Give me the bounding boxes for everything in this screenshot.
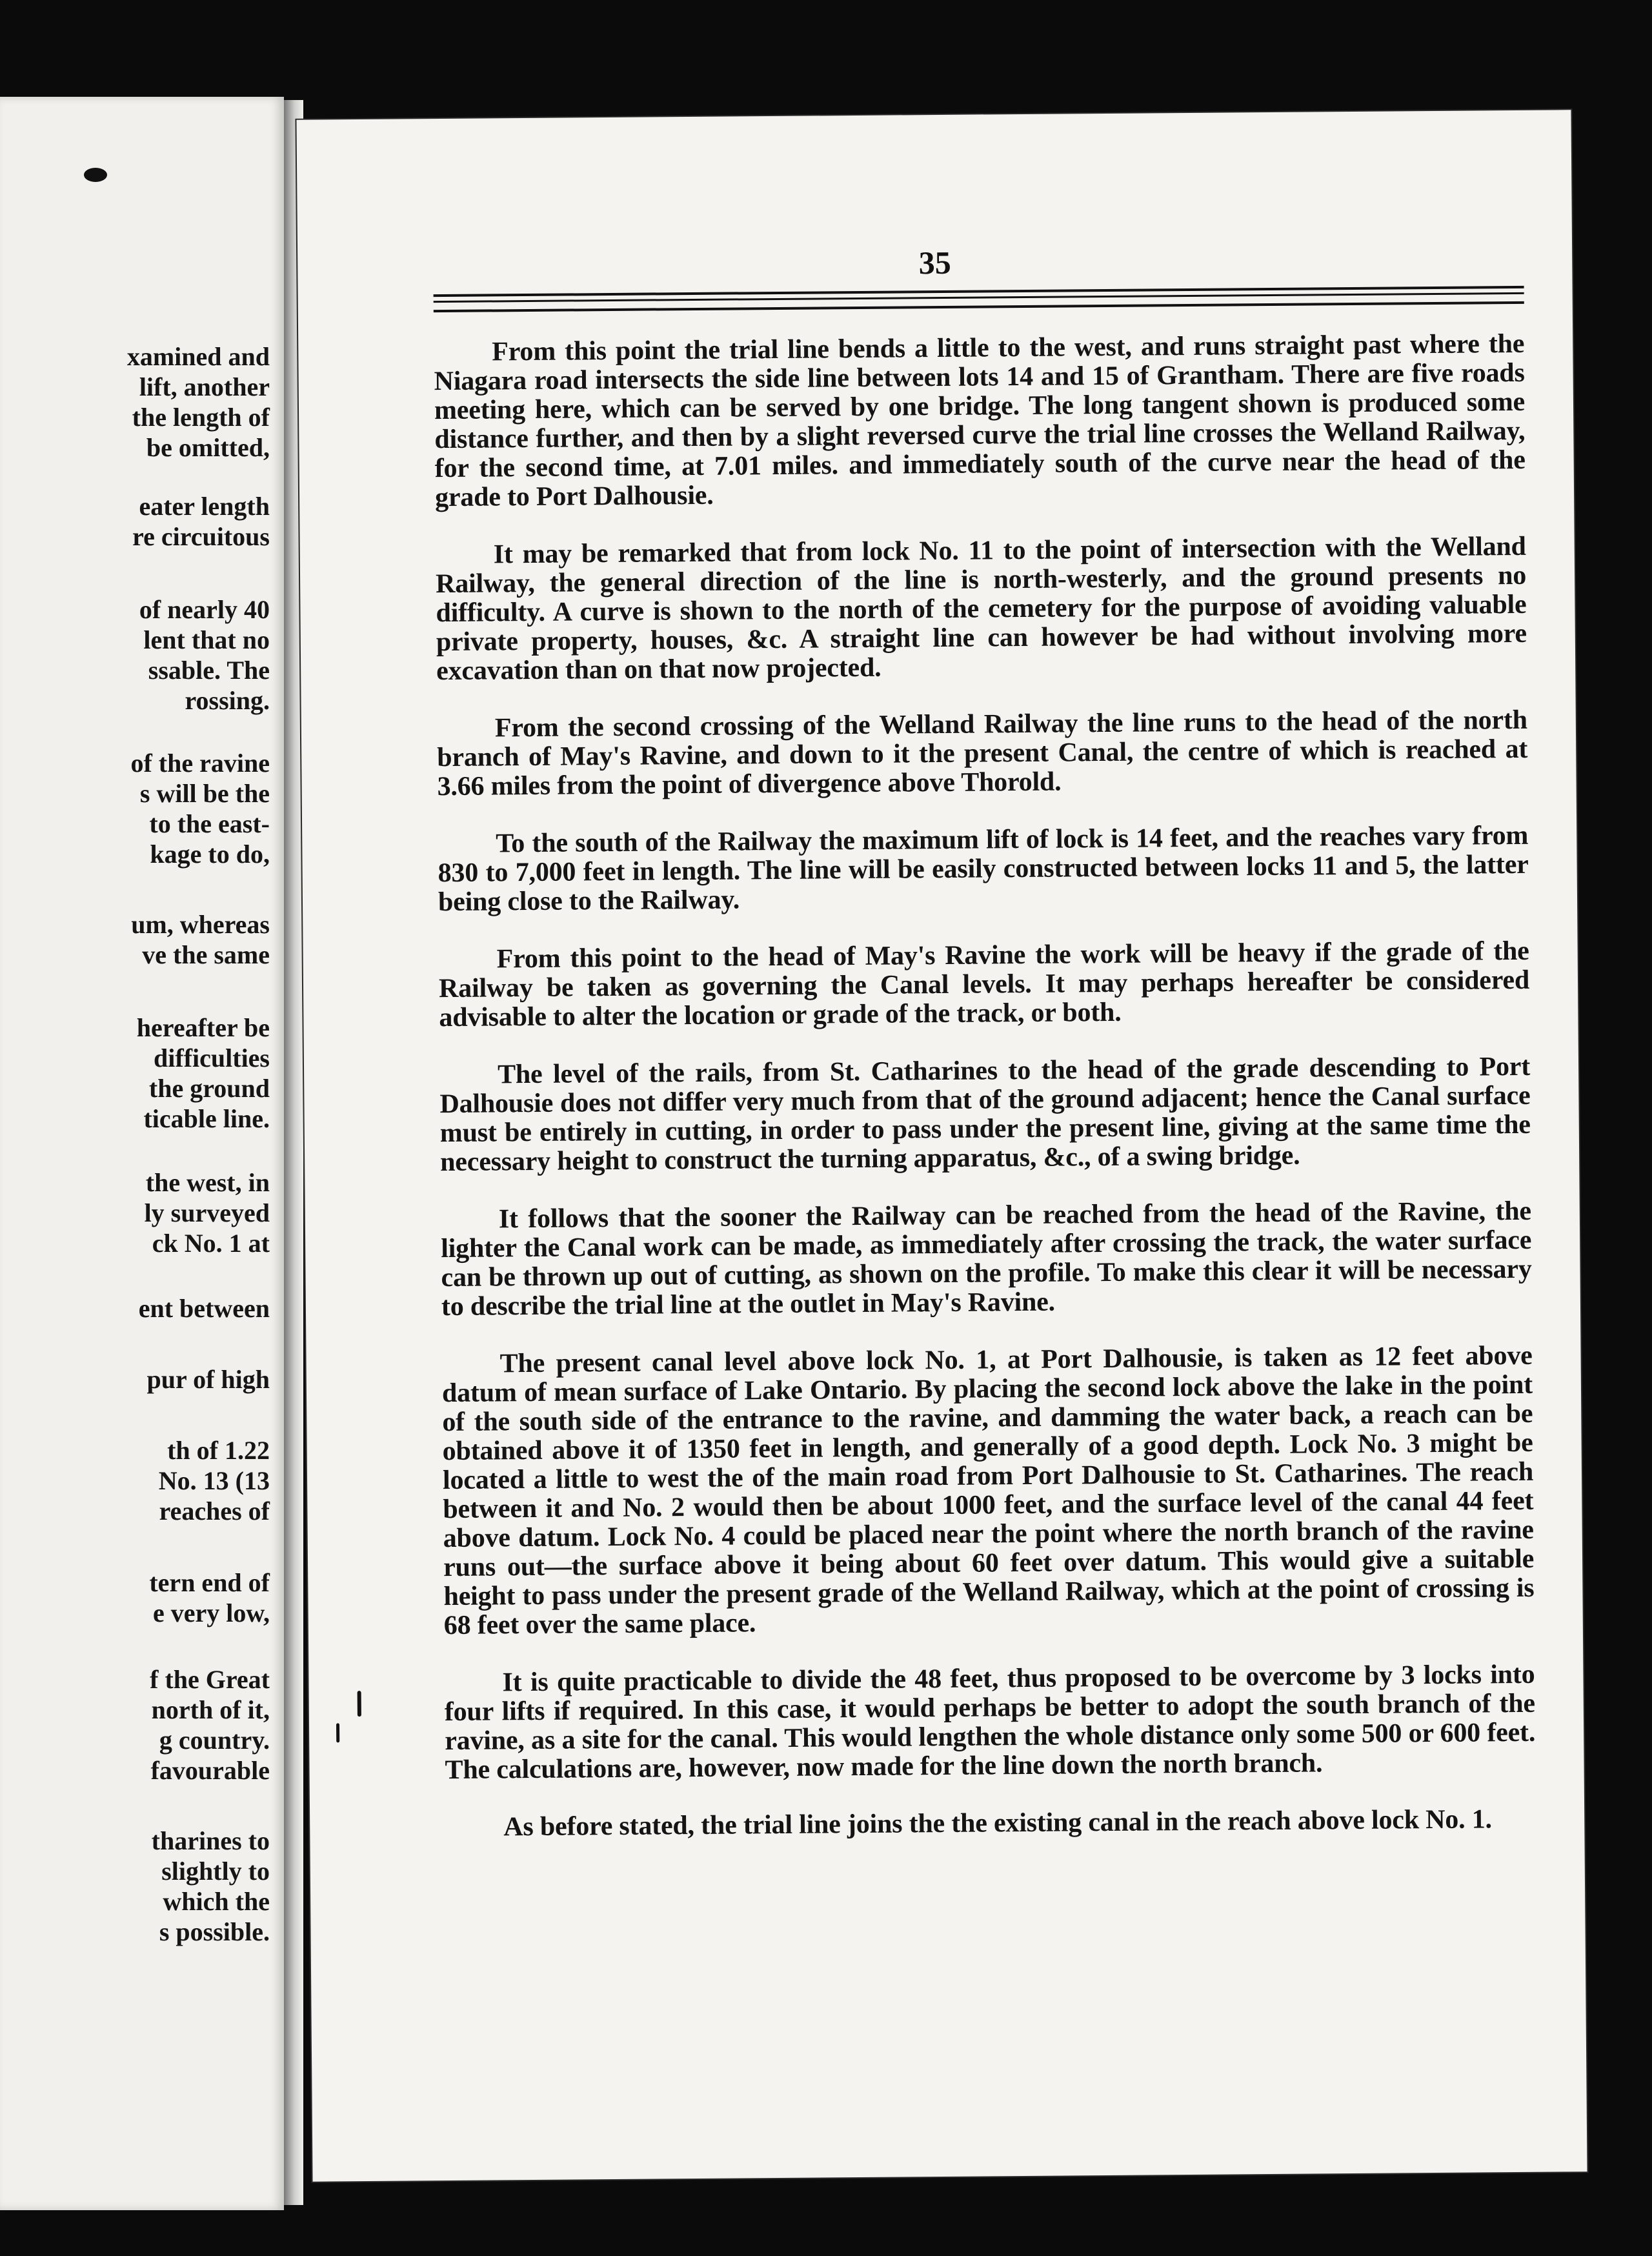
left-page-fragment: eater length [139, 492, 270, 521]
left-page-fragment: tharines to [151, 1826, 270, 1855]
left-page-fragment: ly surveyed [144, 1198, 270, 1227]
paragraph: The level of the rails, from St. Catharines to the head of the grade descending to Port Dalhousie does not differ very much from that of the ground adjacent; hence the Canal surface must be entirely in cutting, in order to pass under the present line, giving at the same time the necessary height to construct the turning apparatus, &c., of a swing bridge. [439, 1051, 1531, 1178]
left-page-fragment: the length of [132, 403, 270, 432]
left-page-fragment: the west, in [145, 1168, 270, 1197]
paragraph: It may be remarked that from lock No. 11 to the point of intersection with the Welland Railway, the general direction of the line is north-westerly, and the ground presents no difficulty. A curve is shown to the north of the cemetery for the purpose of avoiding valuable private property, houses, &c. A straight line can however be had without involving more excavation than on that now projected. [435, 531, 1527, 687]
margin-mark [358, 1691, 361, 1717]
left-page-fragment: th of 1.22 [167, 1436, 270, 1465]
left-page-fragment: lift, another [139, 372, 270, 401]
left-page-fragment: f the Great [150, 1665, 270, 1694]
left-page-fragment: tern end of [149, 1568, 270, 1597]
paragraph: As before stated, the trial line joins the the existing canal in the reach above lock No. 1. [503, 1804, 1493, 1842]
ink-blot [84, 168, 107, 182]
left-page-fragment: ve the same [142, 940, 270, 969]
header-rule [434, 286, 1524, 312]
left-page-fragment: No. 13 (13 [158, 1466, 270, 1495]
paragraph: It is quite practicable to divide the 48 feet, thus proposed to be overcome by 3 locks into four lifts if required. In this case, it would perhaps be better to adopt the south branch of the ravine, as a site for the canal. This would lengthen the whole distance only some 500 or 600 feet. The calculations are, however, now made for the line down the north branch. [444, 1659, 1536, 1786]
left-page-fragment: xamined and [126, 342, 270, 371]
paragraph: From this point to the head of May's Ravine the work will be heavy if the grade of the Railway be taken as governing the Canal levels. It may perhaps hereafter be considered advisable to alter the location or grade of the track, or both. [438, 936, 1530, 1033]
left-page-fragment: pur of high [146, 1365, 270, 1394]
left-page-fragment: favourable [150, 1756, 270, 1785]
left-page-fragment: slightly to [161, 1857, 270, 1886]
left-page-fragment: kage to do, [150, 840, 270, 869]
paragraph: The present canal level above lock No. 1, at Port Dalhousie, is taken as 12 feet above datum of mean surface of Lake Ontario. By placing the second lock above the lake in the point of the south side of the entrance to the ravine, and damming the water back, a reach can be obtained above it of 1350 feet in length, and generally of a good depth. Lock No. 3 might be located a little to west the of the main road from Port Dalhousie to St. Catharines. The reach between it and No. 2 would then be about 1000 feet, and the surface level of the canal 44 feet above datum. Lock No. 4 could be placed near the point where the north branch of the ravine runs out—the surface above it being about 60 feet over datum. This would give a suitable height to pass under the present grade of the Welland Railway, which at the point of crossing is 68 feet over the same place. [441, 1340, 1535, 1641]
paragraph: From the second crossing of the Welland Railway the line runs to the head of the north branch of May's Ravine, and down to it the present Canal, the centre of which is reached at 3.66 miles from the point of divergence above Thorold. [437, 705, 1528, 802]
right-page [296, 110, 1587, 2181]
left-page-fragment: rossing. [185, 686, 270, 715]
left-page-fragment: hereafter be [136, 1013, 270, 1042]
left-page-fragment: of nearly 40 [139, 595, 270, 624]
left-page-fragment: which the [163, 1887, 270, 1916]
margin-mark [336, 1723, 339, 1742]
page-number: 35 [918, 244, 951, 281]
left-page-fragment: g country. [159, 1726, 270, 1755]
paragraph: To the south of the Railway the maximum lift of lock is 14 feet, and the reaches vary from 830 to 7,000 feet in length. The line will be easily constructed between locks 11 and 5, the latter being close to the Railway. [438, 820, 1529, 918]
left-page-fragment: e very low, [152, 1598, 270, 1627]
left-page-fragment: re circuitous [132, 522, 270, 551]
body-text [434, 330, 1536, 1871]
left-page-fragment: the ground [148, 1074, 270, 1103]
left-page-fragment: s will be the [139, 779, 270, 808]
left-page-fragment: north of it, [151, 1695, 270, 1724]
left-page-fragment: ssable. The [148, 656, 270, 685]
left-page-fragment: difficulties [154, 1043, 270, 1073]
left-page-fragment: lent that no [143, 625, 270, 654]
left-page-fragment: ck No. 1 at [152, 1229, 270, 1258]
left-page-fragment: reaches of [159, 1496, 270, 1526]
paragraph: It follows that the sooner the Railway can be reached from the head of the Ravine, the lighter the Canal work can be made, as immediately after crossing the track, the water surface can be thrown up out of cutting, as shown on the profile. To make this clear it will be necessary to describe the trial line at the outlet in May's Ravine. [441, 1196, 1532, 1322]
left-page-fragment: s possible. [159, 1917, 270, 1946]
left-page-fragment: ent between [138, 1294, 270, 1323]
left-page-fragment: ticable line. [143, 1104, 270, 1133]
left-page-fragment: of the ravine [130, 749, 270, 778]
left-page [0, 97, 284, 2210]
left-page-fragment: to the east- [149, 809, 270, 838]
left-page-fragment: be omitted, [146, 433, 270, 462]
left-page-fragment: um, whereas [131, 910, 270, 939]
paragraph: From this point the trial line bends a little to the west, and runs straight past where the Niagara road intersects the side line between lots 14 and 15 of Grantham. There are five roads meeting here, which can be served by one bridge. The long tangent shown is produced some distance further, and then by a slight reversed curve the trial line crosses the Welland Railway, for the second time, at 7.01 miles. and immediately south of the curve near the head of the grade to Port Dalhousie. [434, 328, 1526, 513]
